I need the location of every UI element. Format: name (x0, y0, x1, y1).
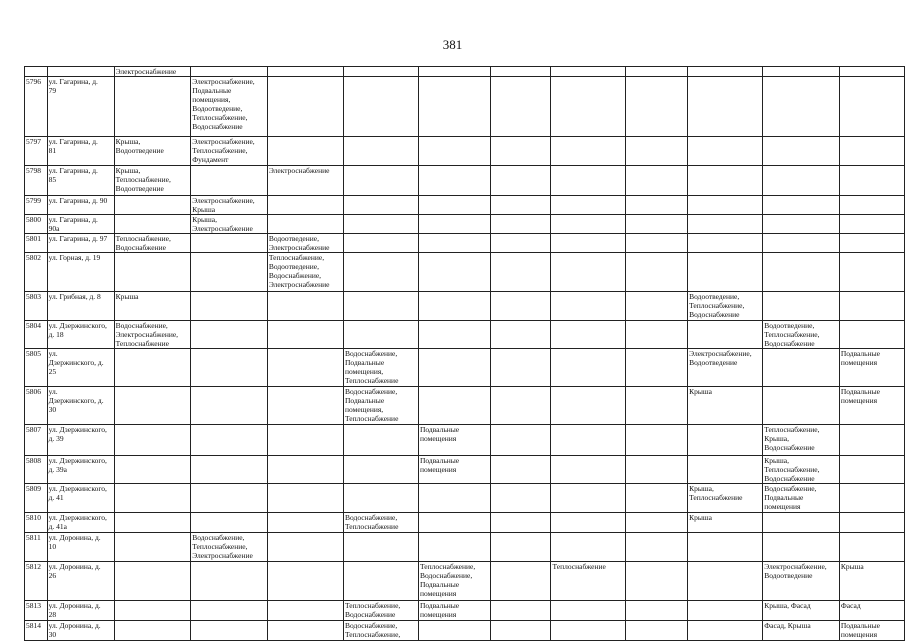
work-type-cell (344, 215, 419, 234)
work-type-cell (114, 533, 191, 562)
address-cell: ул. Дзержинского, д. 30 (47, 387, 114, 425)
work-type-cell (490, 234, 551, 253)
work-type-cell (344, 137, 419, 166)
work-type-cell (191, 166, 268, 196)
work-type-cell (114, 77, 191, 137)
row-number-cell: 5804 (25, 321, 48, 349)
work-type-cell (763, 387, 840, 425)
table-row (25, 67, 905, 77)
work-type-cell (114, 425, 191, 456)
work-type-cell (114, 253, 191, 292)
work-type-cell (551, 253, 626, 292)
work-type-cell (267, 196, 343, 215)
address-cell: ул. Гагарина, д. 79 (47, 77, 114, 137)
row-number-cell: 5806 (25, 387, 48, 425)
work-type-cell (763, 137, 840, 166)
table-row (25, 601, 905, 621)
work-type-cell (344, 234, 419, 253)
row-number-cell: 5802 (25, 253, 48, 292)
work-type-cell (267, 137, 343, 166)
work-type-cell (114, 484, 191, 513)
work-type-cell: Водоотведение, Теплоснабжение, Водоснабжение (763, 321, 840, 349)
work-type-cell (191, 484, 268, 513)
work-type-cell (625, 387, 687, 425)
work-type-cell (490, 215, 551, 234)
work-type-cell (763, 513, 840, 533)
table-row (25, 321, 905, 349)
work-type-cell (267, 484, 343, 513)
page-number: 381 (442, 37, 463, 52)
row-number-cell: 5797 (25, 137, 48, 166)
work-type-cell (551, 387, 626, 425)
work-type-cell: Крыша (688, 387, 763, 425)
work-type-cell (839, 234, 904, 253)
work-type-cell (267, 292, 343, 321)
work-type-cell: Водоотведение, Электроснабжение (267, 234, 343, 253)
work-type-cell (490, 425, 551, 456)
work-type-cell (688, 215, 763, 234)
work-type-cell (191, 387, 268, 425)
work-type-cell (839, 456, 904, 484)
work-type-cell (763, 253, 840, 292)
work-type-cell (114, 387, 191, 425)
work-type-cell (625, 321, 687, 349)
work-type-cell: Крыша, Фасад (763, 601, 840, 621)
table-row (25, 137, 905, 166)
work-type-cell (625, 425, 687, 456)
row-number-cell: 5811 (25, 533, 48, 562)
address-cell: ул. Гагарина, д. 90 (47, 196, 114, 215)
work-type-cell: Подвальные помещения (839, 387, 904, 425)
work-type-cell: Крыша, Электроснабжение (191, 215, 268, 234)
work-type-cell (625, 292, 687, 321)
work-type-cell (191, 349, 268, 387)
work-type-cell (418, 77, 490, 137)
work-type-cell (625, 215, 687, 234)
work-type-cell (490, 621, 551, 641)
work-type-cell (839, 137, 904, 166)
work-type-cell (688, 321, 763, 349)
work-type-cell (490, 484, 551, 513)
work-type-cell (191, 513, 268, 533)
work-type-cell (344, 425, 419, 456)
work-type-cell (625, 77, 687, 137)
work-type-cell: Электроснабжение, Водоотведение (763, 562, 840, 601)
table-row (25, 349, 905, 387)
address-cell: ул. Дзержинского, д. 41 (47, 484, 114, 513)
work-type-cell (114, 562, 191, 601)
address-cell: ул. Дзержинского, д. 41а (47, 513, 114, 533)
work-type-cell (688, 601, 763, 621)
work-type-cell (551, 601, 626, 621)
work-type-cell (551, 137, 626, 166)
work-type-cell (344, 562, 419, 601)
work-type-cell (551, 484, 626, 513)
work-type-cell: Электроснабжение (114, 67, 191, 77)
work-type-cell (625, 349, 687, 387)
work-type-cell: Теплоснабжение (551, 562, 626, 601)
work-type-cell: Теплоснабжение, Водоотведение, Водоснабжение, Электроснабжение (267, 253, 343, 292)
work-type-cell (625, 456, 687, 484)
work-type-cell (191, 562, 268, 601)
work-type-cell (344, 77, 419, 137)
address-cell: ул. Дзержинского, д. 25 (47, 349, 114, 387)
row-number-cell: 5813 (25, 601, 48, 621)
work-type-cell (551, 621, 626, 641)
work-type-cell (191, 253, 268, 292)
work-type-cell (839, 321, 904, 349)
row-number-cell: 5812 (25, 562, 48, 601)
work-type-cell (688, 425, 763, 456)
work-type-cell (344, 456, 419, 484)
work-type-cell (839, 196, 904, 215)
work-type-cell (191, 67, 268, 77)
table-row (25, 253, 905, 292)
address-cell: ул. Дзержинского, д. 39а (47, 456, 114, 484)
work-type-cell: Водоснабжение, Подвальные помещения (763, 484, 840, 513)
work-type-cell: Водоснабжение, Электроснабжение, Теплоснабжение (114, 321, 191, 349)
address-cell: ул. Гагарина, д. 81 (47, 137, 114, 166)
work-type-cell (114, 196, 191, 215)
work-type-cell: Электроснабжение, Теплоснабжение, Фундамент (191, 137, 268, 166)
work-type-cell (688, 533, 763, 562)
work-type-cell (763, 166, 840, 196)
work-type-cell (267, 77, 343, 137)
repair-schedule-table (24, 66, 905, 641)
work-type-cell (490, 77, 551, 137)
row-number-cell: 5800 (25, 215, 48, 234)
work-type-cell (191, 321, 268, 349)
address-cell: ул. Гагарина, д. 85 (47, 166, 114, 196)
work-type-cell (625, 513, 687, 533)
work-type-cell (490, 349, 551, 387)
table-row (25, 234, 905, 253)
work-type-cell (418, 215, 490, 234)
table-row (25, 292, 905, 321)
table-row (25, 196, 905, 215)
work-type-cell (267, 562, 343, 601)
row-number-cell: 5810 (25, 513, 48, 533)
work-type-cell: Водоснабжение, Теплоснабжение (344, 513, 419, 533)
work-type-cell: Теплоснабжение, Водоснабжение (344, 601, 419, 621)
work-type-cell (114, 513, 191, 533)
work-type-cell (418, 67, 490, 77)
work-type-cell (625, 533, 687, 562)
work-type-cell (490, 137, 551, 166)
work-type-cell (688, 253, 763, 292)
work-type-cell: Электроснабжение (267, 166, 343, 196)
work-type-cell (191, 234, 268, 253)
work-type-cell (191, 292, 268, 321)
row-number-cell: 5807 (25, 425, 48, 456)
work-type-cell (551, 321, 626, 349)
work-type-cell (551, 77, 626, 137)
work-type-cell (418, 196, 490, 215)
work-type-cell (344, 253, 419, 292)
work-type-cell: Подвальные помещения (839, 349, 904, 387)
work-type-cell (418, 621, 490, 641)
work-type-cell (763, 215, 840, 234)
work-type-cell (551, 425, 626, 456)
work-type-cell (688, 562, 763, 601)
work-type-cell: Крыша, Теплоснабжение, Водоотведение (114, 166, 191, 196)
work-type-cell: Крыша (114, 292, 191, 321)
address-cell: ул. Дзержинского, д. 39 (47, 425, 114, 456)
work-type-cell (763, 196, 840, 215)
work-type-cell (418, 292, 490, 321)
work-type-cell (625, 253, 687, 292)
work-type-cell (344, 484, 419, 513)
work-type-cell (625, 67, 687, 77)
work-type-cell: Крыша, Теплоснабжение (688, 484, 763, 513)
work-type-cell (688, 67, 763, 77)
row-number-cell: 5805 (25, 349, 48, 387)
work-type-cell (688, 166, 763, 196)
work-type-cell (191, 425, 268, 456)
work-type-cell (344, 196, 419, 215)
work-type-cell (344, 321, 419, 349)
work-type-cell (625, 621, 687, 641)
table-row (25, 484, 905, 513)
work-type-cell (490, 166, 551, 196)
table-row (25, 77, 905, 137)
work-type-cell (839, 166, 904, 196)
work-type-cell: Электроснабжение, Крыша (191, 196, 268, 215)
work-type-cell (344, 533, 419, 562)
work-type-cell (490, 601, 551, 621)
row-number-cell: 5808 (25, 456, 48, 484)
work-type-cell: Электроснабжение, Водоотведение (688, 349, 763, 387)
work-type-cell (763, 349, 840, 387)
work-type-cell (490, 456, 551, 484)
work-type-cell (839, 215, 904, 234)
work-type-cell (551, 456, 626, 484)
work-type-cell (114, 349, 191, 387)
work-type-cell (344, 166, 419, 196)
work-type-cell (625, 196, 687, 215)
address-cell: ул. Грибная, д. 8 (47, 292, 114, 321)
work-type-cell (625, 601, 687, 621)
work-type-cell (688, 621, 763, 641)
work-type-cell (688, 196, 763, 215)
work-type-cell (490, 533, 551, 562)
work-type-cell: Подвальные помещения (839, 621, 904, 641)
work-type-cell (191, 621, 268, 641)
work-type-cell: Теплоснабжение, Водоснабжение, Подвальные помещения (418, 562, 490, 601)
work-type-cell (490, 253, 551, 292)
work-type-cell (625, 234, 687, 253)
work-type-cell (114, 601, 191, 621)
work-type-cell (490, 562, 551, 601)
work-type-cell (267, 349, 343, 387)
work-type-cell (267, 67, 343, 77)
work-type-cell (763, 67, 840, 77)
work-type-cell (418, 484, 490, 513)
table-row (25, 456, 905, 484)
work-type-cell (490, 67, 551, 77)
address-cell (47, 67, 114, 77)
work-type-cell (625, 166, 687, 196)
work-type-cell (839, 253, 904, 292)
work-type-cell: Крыша (688, 513, 763, 533)
work-type-cell (418, 234, 490, 253)
work-type-cell (344, 292, 419, 321)
work-type-cell: Крыша, Водоотведение (114, 137, 191, 166)
work-type-cell (490, 292, 551, 321)
address-cell: ул. Доронина, д. 10 (47, 533, 114, 562)
work-type-cell (267, 321, 343, 349)
work-type-cell (551, 215, 626, 234)
work-type-cell (191, 456, 268, 484)
work-type-cell (688, 77, 763, 137)
table-row (25, 562, 905, 601)
row-number-cell: 5803 (25, 292, 48, 321)
work-type-cell (267, 533, 343, 562)
work-type-cell (267, 601, 343, 621)
work-type-cell: Электроснабжение, Подвальные помещения, Водоотведение, Теплоснабжение, Водоснабжение (191, 77, 268, 137)
work-type-cell (418, 533, 490, 562)
work-type-cell (191, 601, 268, 621)
work-type-cell (267, 387, 343, 425)
work-type-cell: Фасад, Крыша (763, 621, 840, 641)
work-type-cell (490, 387, 551, 425)
table-row (25, 166, 905, 196)
work-type-cell (688, 456, 763, 484)
work-type-cell (551, 533, 626, 562)
work-type-cell: Водоснабжение, Теплоснабжение, Электроснабжение (191, 533, 268, 562)
work-type-cell (418, 349, 490, 387)
work-type-cell (490, 513, 551, 533)
work-type-cell (344, 67, 419, 77)
work-type-cell: Водоснабжение, Подвальные помещения, Теплоснабжение (344, 349, 419, 387)
work-type-cell (551, 234, 626, 253)
work-type-cell (418, 253, 490, 292)
work-type-cell (763, 234, 840, 253)
address-cell: ул. Доронина, д. 26 (47, 562, 114, 601)
work-type-cell (763, 77, 840, 137)
work-type-cell (418, 387, 490, 425)
work-type-cell: Подвальные помещения (418, 425, 490, 456)
work-type-cell (839, 484, 904, 513)
address-cell: ул. Гагарина, д. 97 (47, 234, 114, 253)
row-number-cell: 5801 (25, 234, 48, 253)
work-type-cell (839, 67, 904, 77)
work-type-cell (839, 292, 904, 321)
work-type-cell (551, 166, 626, 196)
row-number-cell (25, 67, 48, 77)
work-type-cell: Водоснабжение, Теплоснабжение, (344, 621, 419, 641)
row-number-cell: 5799 (25, 196, 48, 215)
work-type-cell (839, 77, 904, 137)
work-type-cell (625, 484, 687, 513)
work-type-cell: Фасад (839, 601, 904, 621)
work-type-cell: Подвальные помещения (418, 456, 490, 484)
work-type-cell: Водоотведение, Теплоснабжение, Водоснабжение (688, 292, 763, 321)
row-number-cell: 5809 (25, 484, 48, 513)
work-type-cell (551, 67, 626, 77)
work-type-cell (551, 292, 626, 321)
row-number-cell: 5798 (25, 166, 48, 196)
table-row (25, 215, 905, 234)
work-type-cell (625, 137, 687, 166)
table-row (25, 513, 905, 533)
table-row (25, 533, 905, 562)
work-type-cell (763, 533, 840, 562)
work-type-cell (839, 513, 904, 533)
work-type-cell (551, 196, 626, 215)
work-type-cell (551, 349, 626, 387)
work-type-cell (267, 425, 343, 456)
work-type-cell (418, 166, 490, 196)
work-type-cell (763, 292, 840, 321)
work-type-cell (267, 513, 343, 533)
work-type-cell (551, 513, 626, 533)
work-type-cell (688, 234, 763, 253)
work-type-cell (625, 562, 687, 601)
work-type-cell (114, 456, 191, 484)
work-type-cell: Теплоснабжение, Крыша, Водоснабжение (763, 425, 840, 456)
work-type-cell (267, 456, 343, 484)
work-type-cell (267, 621, 343, 641)
work-type-cell (114, 215, 191, 234)
address-cell: ул. Гагарина, д. 90а (47, 215, 114, 234)
address-cell: ул. Дзержинского, д. 18 (47, 321, 114, 349)
work-type-cell (114, 621, 191, 641)
work-type-cell: Крыша (839, 562, 904, 601)
table-row (25, 425, 905, 456)
table-row (25, 387, 905, 425)
work-type-cell: Крыша, Теплоснабжение, Водоснабжение (763, 456, 840, 484)
work-type-cell (839, 533, 904, 562)
work-type-cell (267, 215, 343, 234)
work-type-cell (490, 321, 551, 349)
work-type-cell (490, 196, 551, 215)
row-number-cell: 5814 (25, 621, 48, 641)
work-type-cell (418, 321, 490, 349)
row-number-cell: 5796 (25, 77, 48, 137)
address-cell: ул. Доронина, д. 30 (47, 621, 114, 641)
work-type-cell (688, 137, 763, 166)
table-row (25, 621, 905, 641)
work-type-cell (839, 425, 904, 456)
work-type-cell: Водоснабжение, Подвальные помещения, Теплоснабжение (344, 387, 419, 425)
address-cell: ул. Горная, д. 19 (47, 253, 114, 292)
work-type-cell (418, 513, 490, 533)
work-type-cell: Подвальные помещения (418, 601, 490, 621)
work-type-cell: Теплоснабжение, Водоснабжение (114, 234, 191, 253)
address-cell: ул. Доронина, д. 28 (47, 601, 114, 621)
work-type-cell (418, 137, 490, 166)
